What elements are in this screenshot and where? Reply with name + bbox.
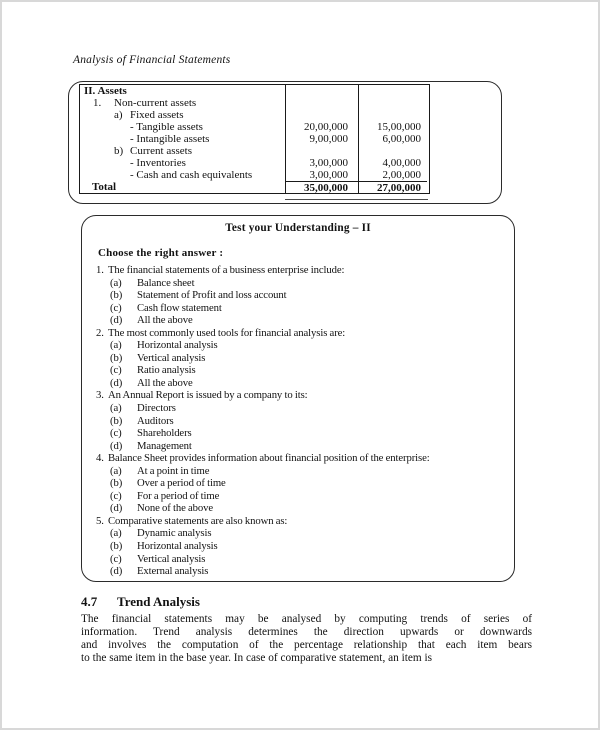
option-line <box>96 490 510 503</box>
option-line <box>96 302 510 315</box>
quiz-question-list <box>96 264 510 578</box>
paragraph-line: The financial statements may be analysed by computing trends of series of <box>81 613 532 625</box>
option-line <box>96 415 510 428</box>
option-line <box>96 314 510 327</box>
option-text: Shareholders <box>137 427 192 440</box>
question-line <box>96 327 510 340</box>
question-number: 4. <box>96 452 104 465</box>
assets-row <box>80 121 429 133</box>
option-text: Cash flow statement <box>137 301 222 314</box>
option-marker: (c) <box>110 427 122 440</box>
option-line <box>96 364 510 377</box>
assets-value-col2: 15,00,000 <box>358 121 427 133</box>
assets-value-col1: 3,00,000 <box>285 157 358 169</box>
assets-value-col2: 2,00,000 <box>358 169 427 181</box>
assets-row <box>80 169 429 181</box>
assets-value-col2: 6,00,000 <box>358 133 427 145</box>
question-number: 2. <box>96 326 104 339</box>
assets-value-col2 <box>358 145 427 157</box>
option-text: Vertical analysis <box>137 351 206 364</box>
assets-value-col1: 3,00,000 <box>285 169 358 181</box>
option-line <box>96 377 510 390</box>
assets-label-text: Current assets <box>130 145 193 157</box>
option-line <box>96 527 510 540</box>
option-text: All the above <box>137 376 193 389</box>
assets-label: Total <box>92 181 117 193</box>
assets-label: - Inventories <box>130 157 186 169</box>
option-marker: (c) <box>110 364 122 377</box>
option-marker: (b) <box>110 540 123 553</box>
option-marker: (d) <box>110 439 123 452</box>
question-text: Balance Sheet provides information about financial position of the enterprise: <box>108 452 430 465</box>
quiz-box <box>81 215 515 582</box>
question-text: The financial statements of a business enterprise include: <box>108 264 345 276</box>
assets-value-col1 <box>285 145 358 157</box>
option-line <box>96 402 510 415</box>
question-line <box>96 264 510 277</box>
option-marker: (d) <box>110 314 123 327</box>
page-header-title: Analysis of Financial Statements <box>73 54 231 66</box>
option-text: Vertical analysis <box>137 552 206 565</box>
option-marker: (a) <box>110 339 122 352</box>
assets-total-col1: 35,00,000 <box>285 181 358 193</box>
assets-value-col1 <box>285 85 358 97</box>
option-text: Dynamic analysis <box>137 527 212 540</box>
quiz-title: Test your Understanding – II <box>225 222 371 234</box>
option-text: Ratio analysis <box>137 364 196 377</box>
option-line <box>96 352 510 365</box>
assets-value-col1: 9,00,000 <box>285 133 358 145</box>
assets-label: - Tangible assets <box>130 121 203 133</box>
assets-label <box>80 97 285 109</box>
option-line <box>96 289 510 302</box>
option-marker: (a) <box>110 527 122 540</box>
option-marker: (a) <box>110 276 122 289</box>
option-line <box>96 277 510 290</box>
option-text: Directors <box>137 402 176 415</box>
question-line <box>96 452 510 465</box>
option-marker: (c) <box>110 489 122 502</box>
assets-label: - Intangible assets <box>130 133 210 145</box>
assets-value-col1 <box>285 97 358 109</box>
option-line <box>96 477 510 490</box>
option-marker: (b) <box>110 289 123 302</box>
row-marker: a) <box>114 109 123 121</box>
question-text: An Annual Report is issued by a company to its: <box>108 389 308 402</box>
assets-label <box>80 145 285 157</box>
option-line <box>96 502 510 515</box>
option-line <box>96 427 510 440</box>
option-line <box>96 440 510 453</box>
assets-row <box>80 133 429 145</box>
option-text: External analysis <box>137 565 209 578</box>
option-marker: (c) <box>110 301 122 314</box>
assets-total-col2: 27,00,000 <box>358 181 427 193</box>
assets-label <box>80 109 285 121</box>
question-number: 5. <box>96 514 104 527</box>
option-marker: (c) <box>110 552 122 565</box>
option-text: Over a period of time <box>137 477 226 490</box>
question-number: 1. <box>96 264 104 276</box>
section-title: Trend Analysis <box>117 594 200 609</box>
option-marker: (d) <box>110 565 123 578</box>
assets-label: II. Assets <box>84 85 127 97</box>
assets-value-col1 <box>285 109 358 121</box>
option-text: For a period of time <box>137 489 220 502</box>
total-double-rule <box>285 199 428 200</box>
assets-label-text: Non-current assets <box>114 97 197 109</box>
paragraph-line: and involves the computation of the percentage relationship that each item bears <box>81 639 532 652</box>
assets-value-col2: 4,00,000 <box>358 157 427 169</box>
body-paragraph <box>81 613 532 665</box>
question-text: The most commonly used tools for financial analysis are: <box>108 326 346 339</box>
option-line <box>96 565 510 578</box>
option-text: Management <box>137 439 192 452</box>
assets-label-text: Fixed assets <box>130 109 184 121</box>
option-marker: (d) <box>110 502 123 515</box>
option-text: Horizontal analysis <box>137 339 218 352</box>
option-text: Horizontal analysis <box>137 540 218 553</box>
question-line <box>96 389 510 402</box>
option-line <box>96 540 510 553</box>
assets-value-col2 <box>358 97 427 109</box>
section-heading <box>81 594 200 610</box>
quiz-prompt: Choose the right answer : <box>98 247 224 259</box>
option-text: Balance sheet <box>137 276 195 289</box>
option-line <box>96 465 510 478</box>
assets-value-col2 <box>358 109 427 121</box>
assets-row <box>80 85 429 97</box>
assets-row <box>80 109 429 121</box>
section-number: 4.7 <box>81 594 98 609</box>
assets-total-row <box>80 181 429 193</box>
option-marker: (b) <box>110 414 123 427</box>
option-marker: (b) <box>110 351 123 364</box>
assets-label: - Cash and cash equivalents <box>130 169 253 181</box>
paragraph-line: information. Trend analysis determines the direction upwards or downwards <box>81 626 532 639</box>
option-text: Statement of Profit and loss account <box>137 289 287 302</box>
option-line <box>96 553 510 566</box>
option-marker: (d) <box>110 376 123 389</box>
assets-row <box>80 97 429 109</box>
assets-box <box>68 81 502 204</box>
assets-table <box>79 84 430 194</box>
option-marker: (a) <box>110 402 122 415</box>
assets-row <box>80 157 429 169</box>
option-marker: (b) <box>110 477 123 490</box>
assets-value-col2 <box>358 85 427 97</box>
assets-value-col1: 20,00,000 <box>285 121 358 133</box>
assets-row <box>80 145 429 157</box>
row-marker: b) <box>114 145 124 157</box>
question-number: 3. <box>96 389 104 402</box>
row-marker: 1. <box>93 97 102 109</box>
question-text: Comparative statements are also known as: <box>108 514 288 527</box>
option-text: At a point in time <box>137 464 210 477</box>
option-text: All the above <box>137 314 193 327</box>
option-text: Auditors <box>137 414 174 427</box>
option-marker: (a) <box>110 464 122 477</box>
paragraph-line: to the same item in the base year. In case of comparative statement, an item is <box>81 652 433 665</box>
question-line <box>96 515 510 528</box>
option-text: None of the above <box>137 502 214 515</box>
option-line <box>96 339 510 352</box>
